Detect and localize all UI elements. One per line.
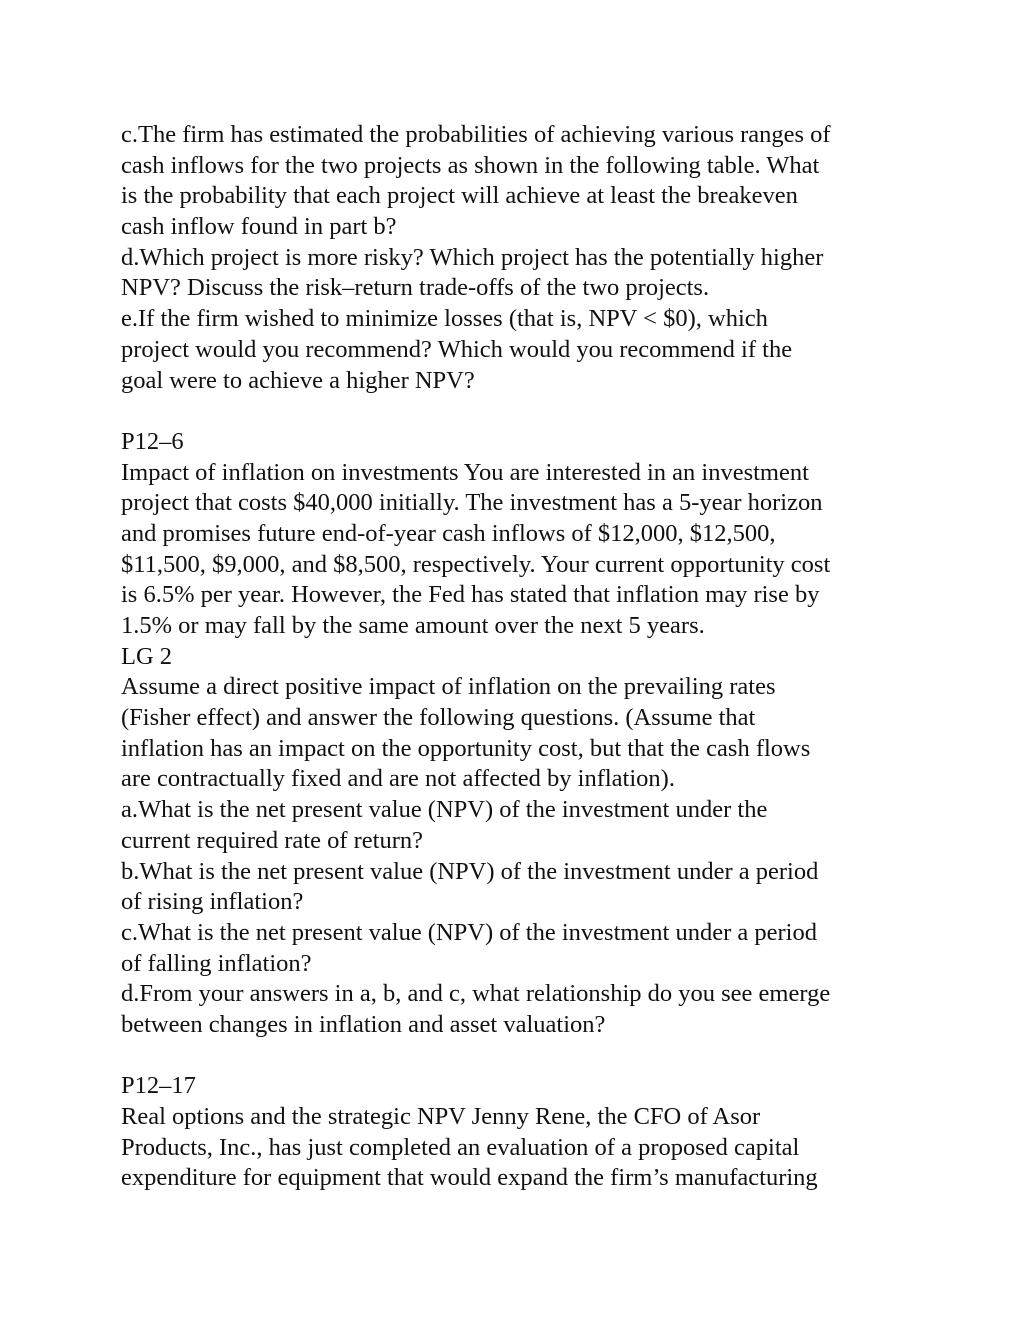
text-line: current required rate of return? xyxy=(121,826,423,854)
learning-goal-label: LG 2 xyxy=(121,642,173,670)
text-line: e.If the firm wished to minimize losses (that is, NPV < $0), which xyxy=(121,305,768,333)
text-line: cash inflow found in part b? xyxy=(121,213,397,241)
section-p12-6 xyxy=(121,427,921,1041)
text-line: c.The firm has estimated the probabilities of achieving various ranges of xyxy=(121,121,831,148)
text-line: inflation has an impact on the opportunity cost, but that the cash flows xyxy=(121,734,811,762)
text-line: Real options and the strategic NPV Jenny Rene, the CFO of Asor xyxy=(121,1103,761,1130)
text-line: and promises future end-of-year cash inflows of $12,000, $12,500, xyxy=(121,519,776,547)
text-line: are contractually fixed and are not affected by inflation). xyxy=(121,765,675,793)
text-line: NPV? Discuss the risk–return trade-offs of the two projects. xyxy=(121,274,710,302)
section-p12-17 xyxy=(121,1071,921,1194)
text-line: of rising inflation? xyxy=(121,888,304,916)
text-line: b.What is the net present value (NPV) of the investment under a period xyxy=(121,857,819,885)
text-line: project that costs $40,000 initially. The investment has a 5-year horizon xyxy=(121,489,823,517)
text-line: c.What is the net present value (NPV) of the investment under a period xyxy=(121,918,817,946)
text-line: is the probability that each project will achieve at least the breakeven xyxy=(121,182,798,210)
section-project-risk-questions xyxy=(121,120,921,396)
text-line: expenditure for equipment that would expand the firm’s manufacturing xyxy=(121,1164,818,1192)
text-line: a.What is the net present value (NPV) of the investment under the xyxy=(121,796,768,824)
text-line: cash inflows for the two projects as shown in the following table. What xyxy=(121,151,820,179)
text-line: Impact of inflation on investments You are interested in an investment xyxy=(121,458,809,486)
text-line: $11,500, $9,000, and $8,500, respectively. Your current opportunity cost xyxy=(121,550,831,578)
text-line: of falling inflation? xyxy=(121,949,312,977)
text-line: is 6.5% per year. However, the Fed has stated that inflation may rise by xyxy=(121,581,820,609)
text-line: Products, Inc., has just completed an evaluation of a proposed capital xyxy=(121,1133,800,1161)
problem-heading: P12–6 xyxy=(121,427,184,455)
paragraph-gap xyxy=(121,396,921,427)
text-line: Assume a direct positive impact of inflation on the prevailing rates xyxy=(121,673,776,701)
text-line: goal were to achieve a higher NPV? xyxy=(121,366,475,394)
document-page xyxy=(121,120,921,1194)
text-line: 1.5% or may fall by the same amount over the next 5 years. xyxy=(121,612,705,639)
paragraph-gap xyxy=(121,1041,921,1072)
text-line: d.Which project is more risky? Which project has the potentially higher xyxy=(121,243,824,271)
problem-heading: P12–17 xyxy=(121,1072,196,1100)
text-line: between changes in inflation and asset valuation? xyxy=(121,1010,606,1038)
text-line: project would you recommend? Which would you recommend if the xyxy=(121,335,793,363)
text-line: d.From your answers in a, b, and c, what relationship do you see emerge xyxy=(121,980,831,1008)
text-line: (Fisher effect) and answer the following questions. (Assume that xyxy=(121,704,756,732)
